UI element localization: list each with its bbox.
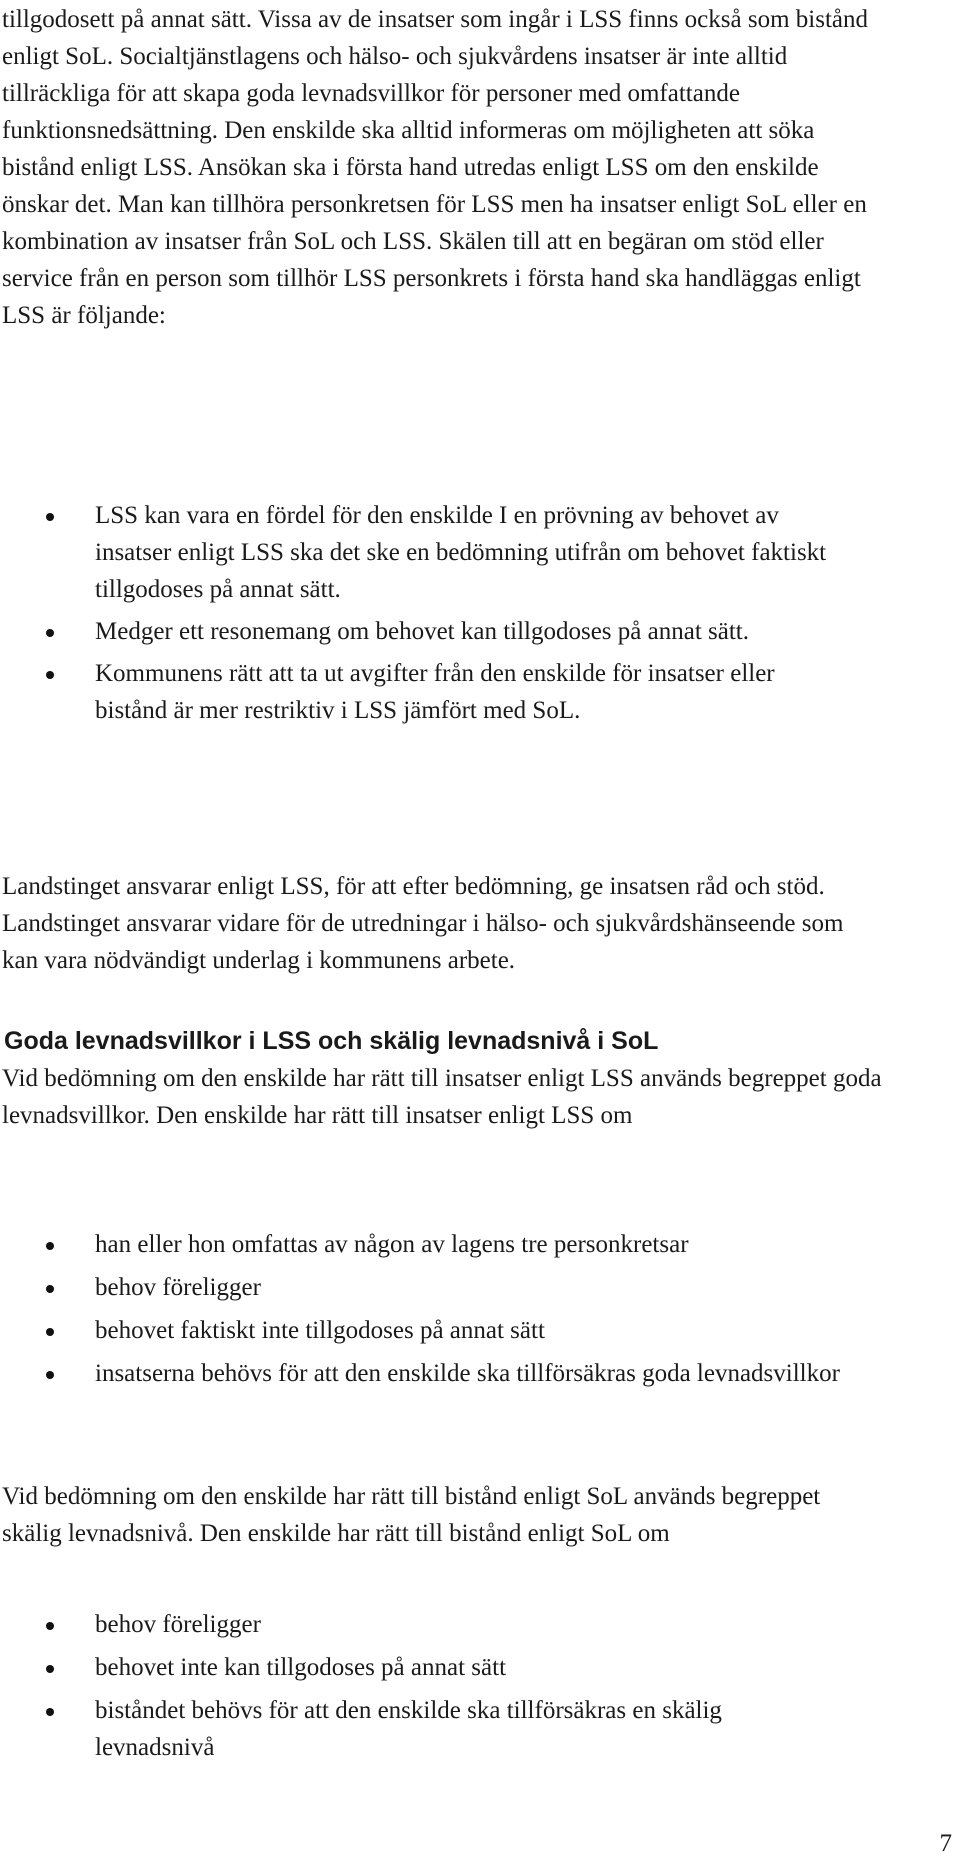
list-item: [2, 1606, 882, 1643]
goda-levnadsvillkor-paragraph: Vid bedömning om den enskilde har rätt till insatser enligt LSS används begreppet goda levnadsvillkor. Den enskilde har rätt till insatser enligt LSS om: [2, 1065, 882, 1129]
list-item: [2, 1649, 882, 1686]
landsting-paragraph: Landstinget ansvarar enligt LSS, för att efter bedömning, ge insatsen råd och stöd. Landstinget ansvarar vidare för de utredningar i hälso- och sjukvårdshänseende som kan vara nödvändigt underlag i kommunens arbete.: [2, 873, 844, 974]
bullet-icon: [46, 671, 54, 679]
list-item-text: behov föreligger: [95, 1611, 261, 1638]
lss-conditions-list: [2, 1226, 882, 1392]
list-item: [2, 1269, 882, 1306]
list-item: [2, 1692, 795, 1766]
list-item-text: han eller hon omfattas av någon av lagens tre personkretsar: [95, 1231, 689, 1258]
bullet-icon: [46, 1285, 54, 1293]
list-item: [2, 613, 795, 650]
bullet-icon: [46, 513, 54, 521]
bullet-icon: [46, 629, 54, 637]
section-heading: Goda levnadsvillkor i LSS och skälig levnadsnivå i SoL: [4, 1027, 659, 1055]
reasons-list: [2, 497, 882, 734]
list-item-text: behov föreligger: [95, 1274, 261, 1301]
bullet-icon: [46, 1371, 54, 1379]
list-item-text: biståndet behövs för att den enskilde ska tillförsäkras en skälig levnadsnivå: [95, 1697, 722, 1761]
list-item-text: behovet inte kan tillgodoses på annat sätt: [95, 1654, 507, 1681]
bullet-icon: [46, 1242, 54, 1250]
list-item-text: behovet faktiskt inte tillgodoses på annat sätt: [95, 1317, 545, 1344]
list-item: [2, 1312, 882, 1349]
list-item: [2, 497, 835, 608]
bullet-icon: [46, 1708, 54, 1716]
bullet-icon: [46, 1665, 54, 1673]
bullet-icon: [46, 1328, 54, 1336]
list-item: [2, 1355, 882, 1392]
intro-paragraph: tillgodosett på annat sätt. Vissa av de insatser som ingår i LSS finns också som bistånd enligt SoL. Socialtjänstlagens och hälso- och sjukvårdens insatser är inte alltid tillräckliga för att skapa goda levnadsvillkor för personer med omfattande funktionsnedsättning. Den enskilde ska alltid informeras om möjligheten att söka bistånd enligt LSS. Ansökan ska i första hand utredas enligt LSS om den enskilde önskar det. Man kan tillhöra personkretsen för LSS men ha insatser enligt SoL eller en kombination av insatser från SoL och LSS. Skälen till att en begäran om stöd eller service från en person som tillhör LSS personkrets i första hand ska handläggas enligt LSS är följande:: [2, 6, 868, 329]
list-item: [2, 1226, 882, 1263]
list-item: [2, 655, 835, 729]
page-number: 7: [939, 1830, 952, 1857]
list-item-text: insatserna behövs för att den enskilde ska tillförsäkras goda levnadsvillkor: [95, 1360, 840, 1387]
list-item-text: LSS kan vara en fördel för den enskilde I en prövning av behovet av insatser enligt LSS ska det ske en bedömning utifrån om behovet faktiskt tillgodoses på annat sätt.: [95, 502, 827, 603]
list-item-text: Medger ett resonemang om behovet kan tillgodoses på annat sätt.: [95, 618, 749, 645]
bullet-icon: [46, 1622, 54, 1630]
skalig-levnadsniva-paragraph: Vid bedömning om den enskilde har rätt till bistånd enligt SoL används begreppet skälig levnadsnivå. Den enskilde har rätt till bistånd enligt SoL om: [2, 1483, 821, 1547]
list-item-text: Kommunens rätt att ta ut avgifter från den enskilde för insatser eller bistånd är mer restriktiv i LSS jämfört med SoL.: [95, 660, 775, 724]
sol-conditions-list: [2, 1606, 882, 1772]
